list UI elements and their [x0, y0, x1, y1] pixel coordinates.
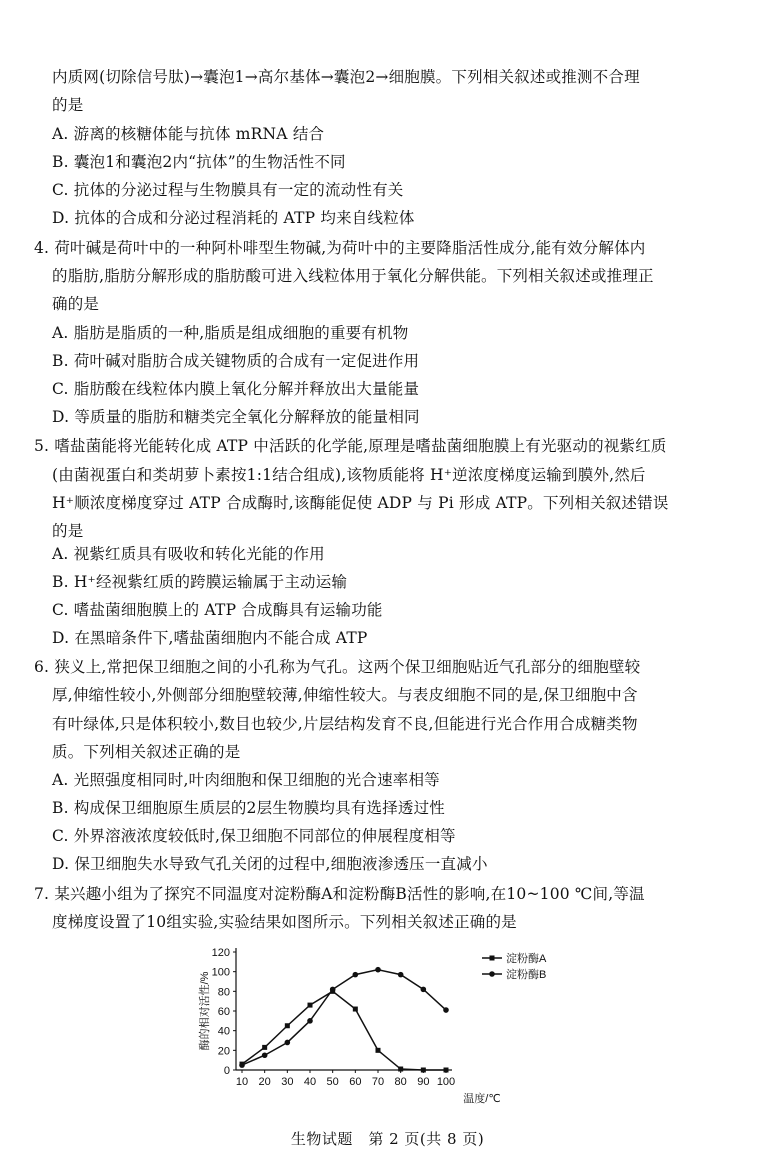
series-b-point — [239, 1062, 245, 1068]
y-axis-label: 酶的相对活性/% — [199, 971, 211, 1051]
x-tick-label: 90 — [417, 1076, 430, 1088]
q3-stem-line-2: 的是 — [52, 96, 84, 114]
series-b-point — [307, 1018, 313, 1024]
q3-option-d: D. 抗体的合成和分泌过程消耗的 ATP 均来自线粒体 — [52, 209, 415, 227]
series-b-point — [285, 1040, 291, 1046]
q6-option-d: D. 保卫细胞失水导致气孔关闭的过程中,细胞液渗透压一直减小 — [52, 855, 488, 873]
series-b-point — [353, 972, 359, 978]
q3-option-c: C. 抗体的分泌过程与生物膜具有一定的流动性有关 — [52, 181, 404, 199]
q4-option-b: B. 荷叶碱对脂肪合成关键物质的合成有一定促进作用 — [52, 352, 420, 370]
series-a-point — [308, 1003, 313, 1008]
q4-stem-line-1: 4. 荷叶碱是荷叶中的一种阿朴啡型生物碱,为荷叶中的主要降脂活性成分,能有效分解体内 — [34, 239, 646, 257]
y-tick-label: 120 — [211, 947, 230, 959]
series-b-point — [262, 1052, 268, 1058]
series-b-point — [421, 987, 427, 993]
q6-stem-line-4: 质。下列相关叙述正确的是 — [52, 743, 241, 761]
x-tick-label: 60 — [349, 1076, 362, 1088]
q4-option-a: A. 脂肪是脂质的一种,脂质是组成细胞的重要有机物 — [52, 324, 409, 342]
series-b-point — [375, 967, 381, 973]
chart-series — [239, 967, 449, 1073]
y-tick-label: 100 — [211, 966, 230, 979]
x-tick-label: 70 — [371, 1076, 385, 1088]
series-line-a — [242, 991, 446, 1070]
q6-option-a: A. 光照强度相同时,叶肉细胞和保卫细胞的光合速率相等 — [52, 771, 440, 789]
q6-option-b: B. 构成保卫细胞原生质层的2层生物膜均具有选择透过性 — [52, 799, 446, 817]
q4-option-d: D. 等质量的脂肪和糖类完全氧化分解释放的能量相同 — [52, 408, 420, 426]
series-a-point — [444, 1068, 449, 1073]
series-a-point — [398, 1067, 403, 1072]
series-a-point — [262, 1045, 267, 1050]
page-footer: 生物试题 第 2 页(共 8 页) — [290, 1130, 485, 1148]
x-tick-label: 40 — [303, 1076, 317, 1088]
series-a-point — [353, 1007, 358, 1012]
q7-stem-line-2: 度梯度设置了10组实验,实验结果如图所示。下列相关叙述正确的是 — [52, 913, 517, 931]
series-b-point — [330, 987, 336, 993]
x-tick-label: 10 — [235, 1076, 249, 1088]
q5-option-a: A. 视紫红质具有吸收和转化光能的作用 — [52, 545, 325, 563]
q6-stem-line-1: 6. 狭义上,常把保卫细胞之间的小孔称为气孔。这两个保卫细胞贴近气孔部分的细胞壁较 — [34, 658, 641, 676]
x-tick-label: 30 — [281, 1076, 294, 1088]
q6-option-c: C. 外界溶液浓度较低时,保卫细胞不同部位的伸展程度相等 — [52, 827, 456, 845]
legend-marker-square — [490, 956, 495, 961]
series-a-point — [285, 1023, 290, 1028]
q5-option-d: D. 在黑暗条件下,嗜盐菌细胞内不能合成 ATP — [52, 629, 368, 647]
q5-stem-line-1: 5. 嗜盐菌能将光能转化成 ATP 中活跃的化学能,原理是嗜盐菌细胞膜上有光驱动的视紫红质 — [34, 437, 667, 455]
q6-stem-line-2: 厚,伸缩性较小,外侧部分细胞壁较薄,伸缩性较大。与表皮细胞不同的是,保卫细胞中含 — [52, 686, 638, 704]
series-line-b — [242, 970, 446, 1065]
q5-option-b: B. H⁺经视紫红质的跨膜运输属于主动运输 — [52, 573, 348, 591]
x-tick-label: 50 — [326, 1076, 339, 1088]
x-tick-label: 100 — [436, 1076, 456, 1088]
q3-option-a: A. 游离的核糖体能与抗体 mRNA 结合 — [52, 125, 325, 143]
q7-stem-line-1: 7. 某兴趣小组为了探究不同温度对淀粉酶A和淀粉酶B活性的影响,在10~100 ℃间,等温 — [34, 885, 645, 903]
enzyme-activity-chart — [190, 938, 590, 1106]
q5-stem-line-2: (由菌视蛋白和类胡萝卜素按1:1结合组成),该物质能将 H⁺逆浓度梯度运输到膜外,然后 — [52, 466, 646, 484]
series-b-point — [443, 1007, 449, 1013]
q5-option-c: C. 嗜盐菌细胞膜上的 ATP 合成酶具有运输功能 — [52, 601, 383, 619]
q4-stem-line-2: 的脂肪,脂肪分解形成的脂肪酸可进入线粒体用于氧化分解供能。下列相关叙述或推理正 — [52, 267, 654, 285]
series-b-point — [398, 972, 404, 978]
series-a-point — [421, 1068, 426, 1073]
x-tick-label: 20 — [258, 1076, 271, 1088]
y-tick-label: 0 — [223, 1065, 230, 1077]
q3-option-b: B. 囊泡1和囊泡2内“抗体”的生物活性不同 — [52, 153, 346, 171]
x-tick-label: 80 — [394, 1076, 407, 1088]
y-tick-label: 60 — [217, 1006, 230, 1018]
q6-stem-line-3: 有叶绿体,只是体积较小,数目也较少,片层结构发育不良,但能进行光合作用合成糖类物 — [52, 715, 638, 733]
y-tick-label: 20 — [217, 1045, 230, 1058]
q5-stem-line-4: 的是 — [52, 522, 84, 540]
q4-option-c: C. 脂肪酸在线粒体内膜上氧化分解并释放出大量能量 — [52, 380, 420, 398]
q4-stem-line-3: 确的是 — [52, 295, 100, 313]
legend-label: 淀粉酶A — [506, 953, 547, 965]
chart-axes — [197, 947, 501, 1105]
y-tick-label: 40 — [217, 1025, 230, 1038]
q3-stem-line-1: 内质网(切除信号肽)→囊泡1→高尔基体→囊泡2→细胞膜。下列相关叙述或推测不合理 — [52, 68, 640, 86]
chart-legend — [482, 951, 547, 981]
q5-stem-line-3: H⁺顺浓度梯度穿过 ATP 合成酶时,该酶能促使 ADP 与 Pi 形成 ATP。下列相关叙述错误 — [52, 494, 669, 512]
series-a-point — [376, 1048, 381, 1053]
legend-marker-circle — [489, 971, 495, 977]
x-axis-label: 温度/℃ — [463, 1093, 501, 1105]
legend-label: 淀粉酶B — [506, 969, 547, 981]
y-tick-label: 80 — [217, 986, 230, 999]
